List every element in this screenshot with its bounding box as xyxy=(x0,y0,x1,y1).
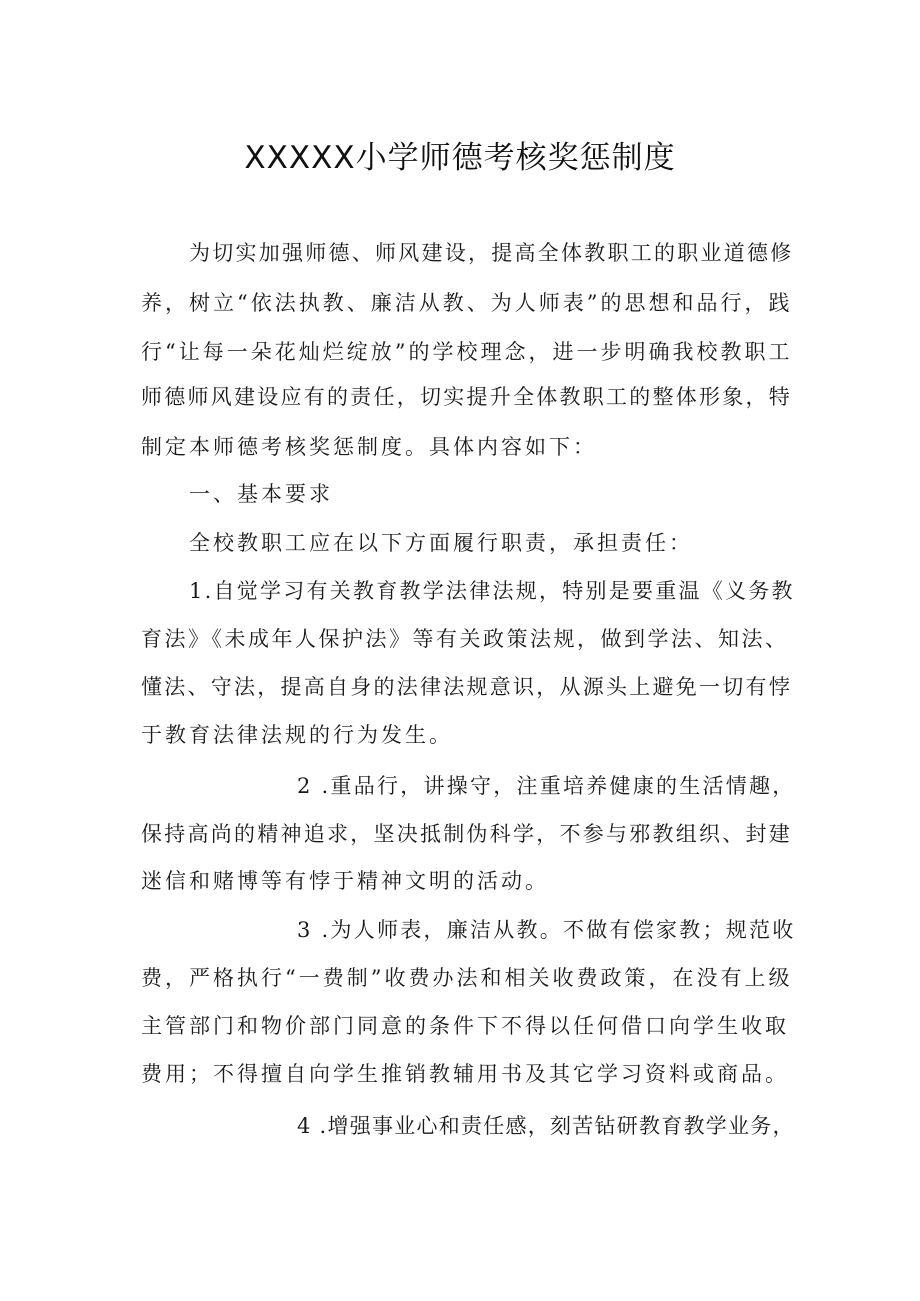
paragraph-line: 全校教职工应在以下方面履行职责，承担责任： xyxy=(189,531,693,555)
list-item-line: 于教育法律法规的行为发生。 xyxy=(141,723,453,747)
paragraph-line: 为切实加强师德、师风建设，提高全体教职工的职业道德修 xyxy=(189,241,794,265)
paragraph-line: 行“让每一朵花灿烂绽放”的学校理念，进一步明确我校教职工 xyxy=(141,340,793,364)
section-heading: 一、基本要求 xyxy=(189,482,333,506)
list-item-line: 保持高尚的精神追求，坚决抵制伪科学，不参与邪教组织、封建 xyxy=(141,822,792,846)
document-title: XXXXX小学师德考核奖惩制度 xyxy=(244,140,676,176)
list-item-line: 育法》《未成年人保护法》等有关政策法规，做到学法、知法、 xyxy=(141,627,789,651)
list-item-line: 主管部门和物价部门同意的条件下不得以任何借口向学生收取 xyxy=(141,1014,789,1038)
list-item-line: 费用；不得擅自向学生推销教辅用书及其它学习资料或商品。 xyxy=(141,1062,789,1086)
list-item-line: 迷信和赌博等有悖于精神文明的活动。 xyxy=(141,869,549,893)
paragraph-line: 养，树立“依法执教、廉洁从教、为人师表”的思想和品行，践 xyxy=(141,291,793,315)
list-item-line: 2 .重品行，讲操守，注重培养健康的生活情趣， xyxy=(297,774,796,798)
list-item-line: 4 .增强事业心和责任感，刻苦钻研教育教学业务， xyxy=(297,1114,795,1138)
paragraph-line: 师德师风建设应有的责任，切实提升全体教职工的整体形象，特 xyxy=(141,385,792,409)
list-item-line: 3 .为人师表，廉洁从教。不做有偿家教；规范收 xyxy=(297,918,796,942)
list-item-line: 费，严格执行“一费制”收费办法和相关收费政策，在没有上级 xyxy=(141,966,793,990)
list-item-line: 1.自觉学习有关教育教学法律法规，特别是要重温《义务教 xyxy=(189,579,795,603)
paragraph-line: 制定本师德考核奖惩制度。具体内容如下： xyxy=(141,435,597,459)
list-item-line: 懂法、守法，提高自身的法律法规意识，从源头上避免一切有悖 xyxy=(141,675,792,699)
